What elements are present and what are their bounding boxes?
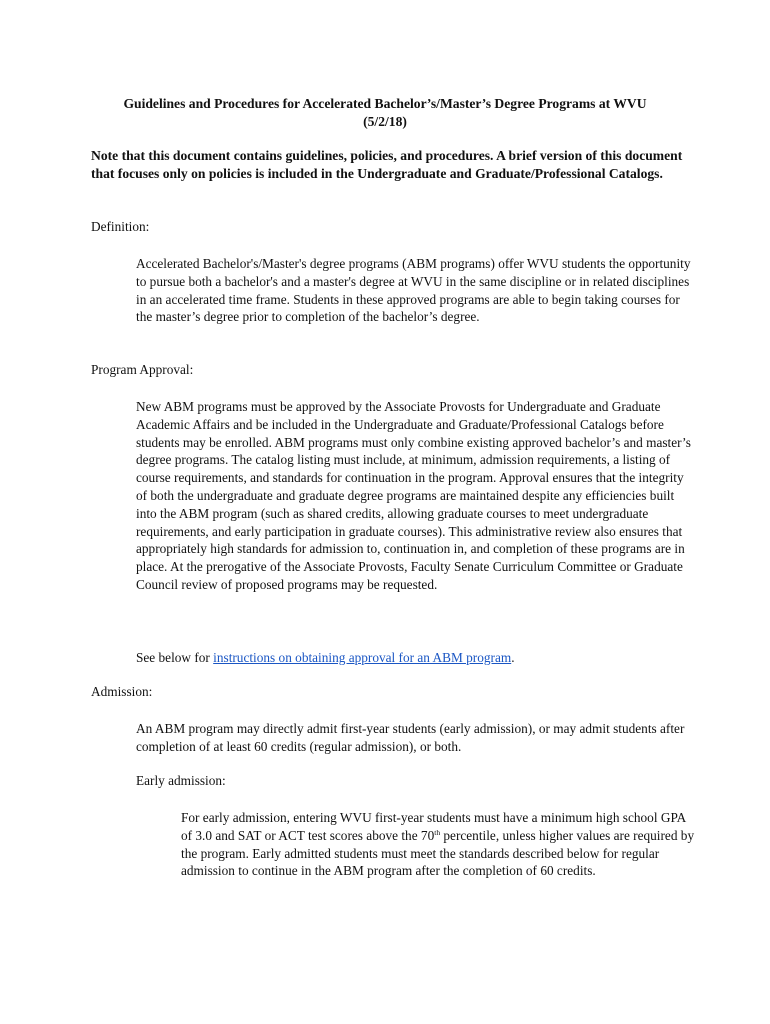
program-approval-body: New ABM programs must be approved by the Associate Provosts for Undergraduate and Graduate Academic Affairs and be included in the Undergraduate and Graduate/Professional Catalogs before students may be enrolled. ABM programs must only combine existing approved bachelor’s and master’s degree programs. The catalog listing must include, at minimum, admission requirements, a listing of course requirements, and standards for continuation in the program. Approval ensures that the integrity of both the undergraduate and graduate degree programs are maintained despite any efficiencies built into the ABM program (such as shared credits, allowing graduate courses to meet undergraduate requirements, and early participation in graduate courses). This administrative review also ensures that appropriately high standards for admission to, continuation in, and completion of these programs are in place. At the prerogative of the Associate Provosts, Faculty Senate Curriculum Committee or Graduate Council review of proposed programs may be requested. bbox=[136, 399, 691, 592]
title-date: (5/2/18) bbox=[363, 114, 407, 129]
early-admission-text-2: percentile, unless higher values are required by the program. Early admitted students must meet the standards described below for regular admission to continue in the ABM program after the completion of 60 credits. bbox=[181, 827, 695, 879]
see-below-paragraph bbox=[136, 649, 696, 667]
see-below-prefix: See below for bbox=[136, 650, 214, 665]
admission-body: An ABM program may directly admit first-year students (early admission), or may admit students after completion of at least 60 credits (regular admission), or both. bbox=[136, 721, 685, 754]
program-approval-heading: Program Approval: bbox=[91, 362, 194, 377]
admission-heading: Admission: bbox=[91, 684, 153, 699]
document-note: Note that this document contains guidelines, policies, and procedures. A brief version of this document that focuses only on policies is included in the Undergraduate and Graduate/Professional Catalogs. bbox=[91, 148, 683, 181]
document-title bbox=[70, 95, 700, 131]
early-admission-text-1: For early admission, entering WVU first-year students must have a minimum high school GPA of 3.0 and SAT or ACT test scores above the 70 bbox=[181, 810, 686, 843]
abm-approval-instructions-link[interactable]: instructions on obtaining approval for an ABM program bbox=[213, 650, 512, 665]
see-below-suffix: . bbox=[511, 650, 515, 665]
early-admission-heading: Early admission: bbox=[136, 773, 226, 788]
definition-heading: Definition: bbox=[91, 219, 150, 234]
ordinal-suffix: th bbox=[434, 827, 441, 837]
title-line-1: Guidelines and Procedures for Accelerated Bachelor’s/Master’s Degree Programs at WVU bbox=[123, 96, 647, 111]
early-admission-body bbox=[181, 809, 696, 880]
definition-body: Accelerated Bachelor's/Master's degree programs (ABM programs) offer WVU students the opportunity to pursue both a bachelor's and a master's degree at WVU in the same discipline or in related disciplines in an accelerated time frame. Students in these approved programs are able to begin taking courses for the master’s degree prior to completion of the bachelor’s degree. bbox=[136, 256, 691, 325]
